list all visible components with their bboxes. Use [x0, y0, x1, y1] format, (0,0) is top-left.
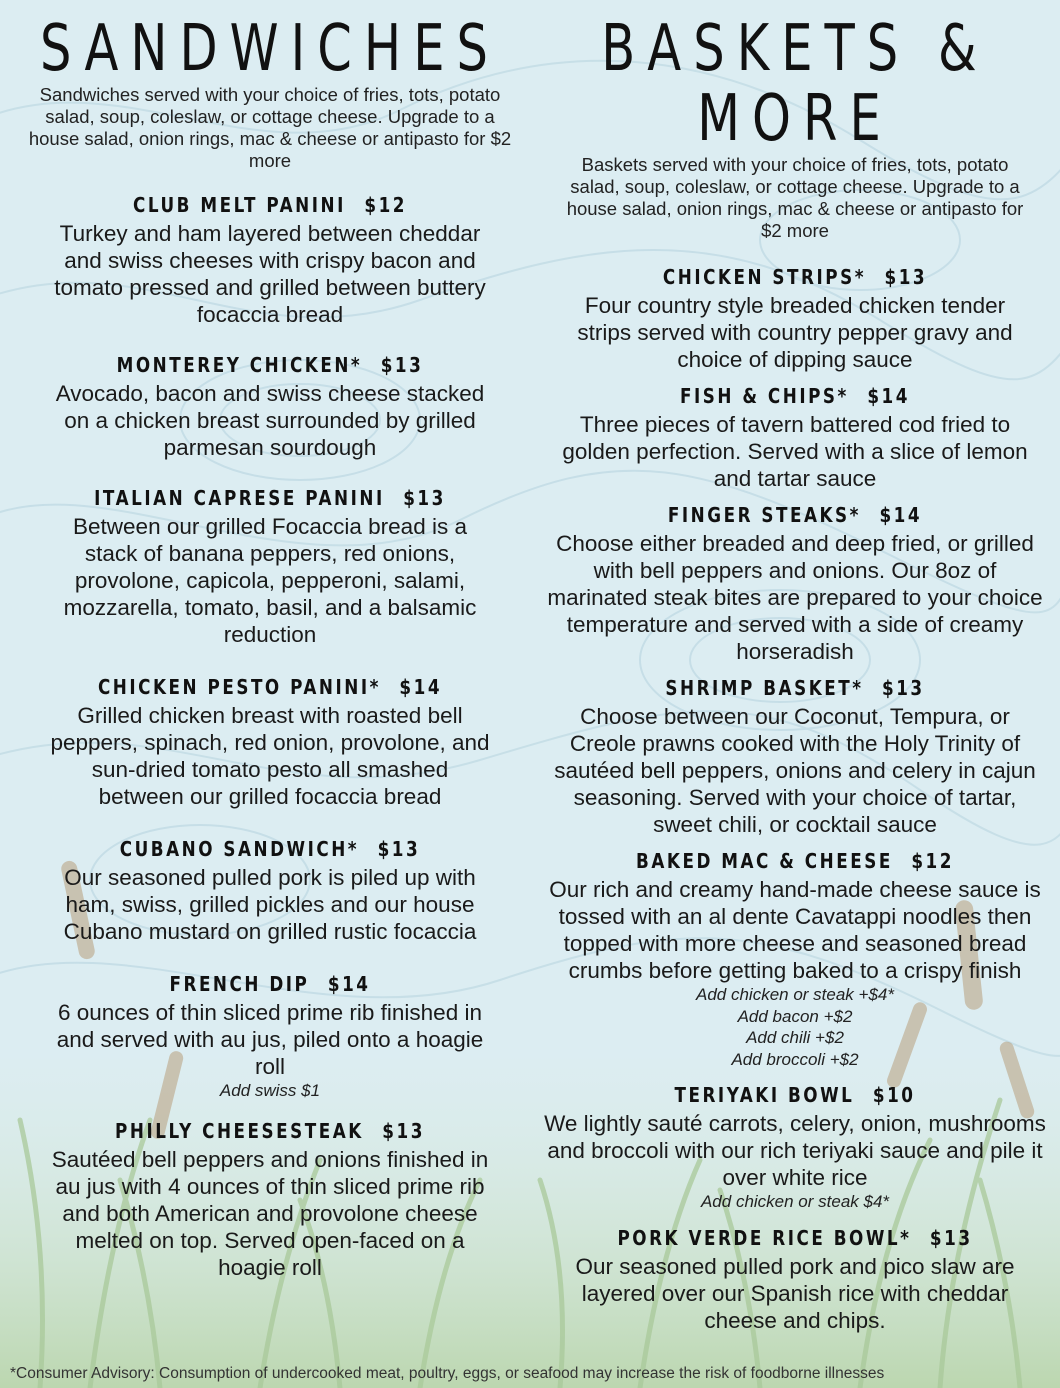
item-description: Choose either breaded and deep fried, or grilled with bell peppers and onions. Our 8oz of marinated steak bites are prepared to your choice temperature and served with a side of creamy horseradish: [547, 531, 1043, 664]
item-price: $14: [879, 503, 923, 527]
item-description: Sautéed bell peppers and onions finished in au jus with 4 ounces of thin sliced prime rib and both American and provolone cheese melted on top. Served open-faced on a hoagie roll: [51, 1146, 489, 1280]
item-addon: Add chili +$2: [746, 1028, 844, 1047]
menu-item-philly-cheesesteak: [0, 1116, 540, 1281]
item-addon: Add chicken or steak +$4*: [696, 985, 894, 1004]
item-description: Three pieces of tavern battered cod fried to golden perfection. Served with a slice of lemon and tartar sauce: [562, 412, 1028, 491]
item-description: We lightly sauté carrots, celery, onion, mushrooms and broccoli with our rich teriyaki sauce and pile it over white rice: [544, 1111, 1046, 1190]
item-description: Grilled chicken breast with roasted bell peppers, spinach, red onion, provolone, and sun-dried tomato pesto all smashed between our grilled focaccia bread: [50, 703, 490, 809]
item-name: FINGER STEAKS*: [667, 503, 861, 527]
item-addon: Add chicken or steak $4*: [700, 1192, 890, 1211]
menu-item-italian-caprese-panini: [0, 483, 540, 648]
item-price: $10: [872, 1083, 916, 1107]
sandwiches-column: [0, 0, 540, 1281]
item-name: FRENCH DIP: [169, 972, 310, 996]
item-name: PHILLY CHEESESTEAK: [115, 1118, 364, 1143]
menu-item-club-melt-panini: [0, 190, 540, 328]
item-price: $13: [377, 837, 421, 861]
item-description: Avocado, bacon and swiss cheese stacked on a chicken breast surrounded by grilled parmesan sourdough: [55, 381, 485, 460]
item-description: Four country style breaded chicken tender strips served with country pepper gravy and choice of dipping sauce: [577, 293, 1013, 372]
menu-item-finger-steaks: [530, 500, 1060, 665]
item-name: MONTEREY CHICKEN*: [116, 353, 363, 377]
menu-item-chicken-pesto-panini: [0, 672, 540, 810]
item-description: Our rich and creamy hand-made cheese sauce is tossed with an al dente Cavatappi noodles then topped with more cheese and seasoned bread crumbs before getting baked to a crispy finish: [549, 877, 1041, 983]
item-description: 6 ounces of thin sliced prime rib finished in and served with au jus, piled onto a hoagie roll: [56, 1000, 484, 1079]
item-addon: Add bacon +$2: [737, 1006, 853, 1026]
menu-item-teriyaki-bowl: [530, 1080, 1060, 1213]
menu-item-pork-verde-rice-bowl: [530, 1223, 1060, 1334]
item-name: PORK VERDE RICE BOWL*: [617, 1225, 912, 1250]
item-price: $13: [382, 1118, 425, 1143]
item-description: Our seasoned pulled pork is piled up with ham, swiss, grilled pickles and our house Cubano mustard on grilled rustic focaccia: [63, 865, 477, 944]
item-name: CUBANO SANDWICH*: [119, 837, 360, 861]
item-price: $14: [327, 972, 371, 996]
menu-item-shrimp-basket: [530, 673, 1060, 838]
item-name: ITALIAN CAPRESE PANINI: [94, 486, 385, 510]
menu-item-fish-and-chips: [530, 381, 1060, 492]
item-price: $13: [380, 353, 424, 377]
item-price: $14: [867, 384, 910, 408]
menu-item-chicken-strips: [530, 262, 1060, 373]
item-price: $13: [403, 486, 446, 510]
item-name: BAKED MAC & CHEESE: [636, 849, 893, 873]
item-price: $12: [911, 849, 954, 873]
baskets-intro: Baskets served with your choice of fries, tots, potato salad, soup, coleslaw, or cottage cheese. Upgrade to a house salad, onion rings, mac & cheese or antipasto for $2 more: [566, 154, 1024, 241]
item-price: $13: [882, 676, 925, 700]
item-addon: Add broccoli +$2: [731, 1049, 859, 1069]
sandwiches-intro: Sandwiches served with your choice of fries, tots, potato salad, soup, coleslaw, or cottage cheese. Upgrade to a house salad, onion rings, mac & cheese or antipasto for $2 more: [28, 84, 512, 171]
item-name: CHICKEN STRIPS*: [662, 265, 867, 289]
menu-item-french-dip: [0, 969, 540, 1102]
baskets-column: [530, 0, 1060, 1334]
menu-item-baked-mac-and-cheese: [530, 846, 1060, 1070]
item-price: $14: [399, 675, 443, 699]
consumer-advisory: *Consumer Advisory: Consumption of undercooked meat, poultry, eggs, or seafood may increase the risk of foodborne illnesses: [10, 1365, 885, 1382]
item-price: $12: [364, 193, 407, 217]
baskets-title: BASKETS & MORE: [601, 12, 989, 156]
item-name: SHRIMP BASKET*: [665, 676, 864, 700]
item-description: Choose between our Coconut, Tempura, or Creole prawns cooked with the Holy Trinity of sautéed bell peppers, onions and celery in cajun seasoning. Served with your choice of tartar, sweet chili, or cocktail sauce: [554, 704, 1036, 837]
item-description: Between our grilled Focaccia bread is a stack of banana peppers, red onions, provolone, capicola, pepperoni, salami, mozzarella, tomato, basil, and a balsamic reduction: [63, 514, 477, 647]
sandwiches-title: SANDWICHES: [39, 12, 501, 86]
item-name: CLUB MELT PANINI: [133, 193, 346, 217]
item-name: FISH & CHIPS*: [680, 384, 849, 408]
item-price: $13: [884, 265, 928, 289]
item-name: TERIYAKI BOWL: [674, 1083, 855, 1107]
menu-item-cubano-sandwich: [0, 834, 540, 945]
item-price: $13: [929, 1225, 973, 1250]
menu-item-monterey-chicken: [0, 350, 540, 461]
item-name: CHICKEN PESTO PANINI*: [97, 675, 381, 699]
item-addon: Add swiss $1: [219, 1081, 321, 1100]
item-description: Turkey and ham layered between cheddar and swiss cheeses with crispy bacon and tomato pressed and grilled between buttery focaccia bread: [54, 221, 486, 327]
item-description: Our seasoned pulled pork and pico slaw are layered over our Spanish rice with cheddar cheese and chips.: [575, 1253, 1015, 1333]
